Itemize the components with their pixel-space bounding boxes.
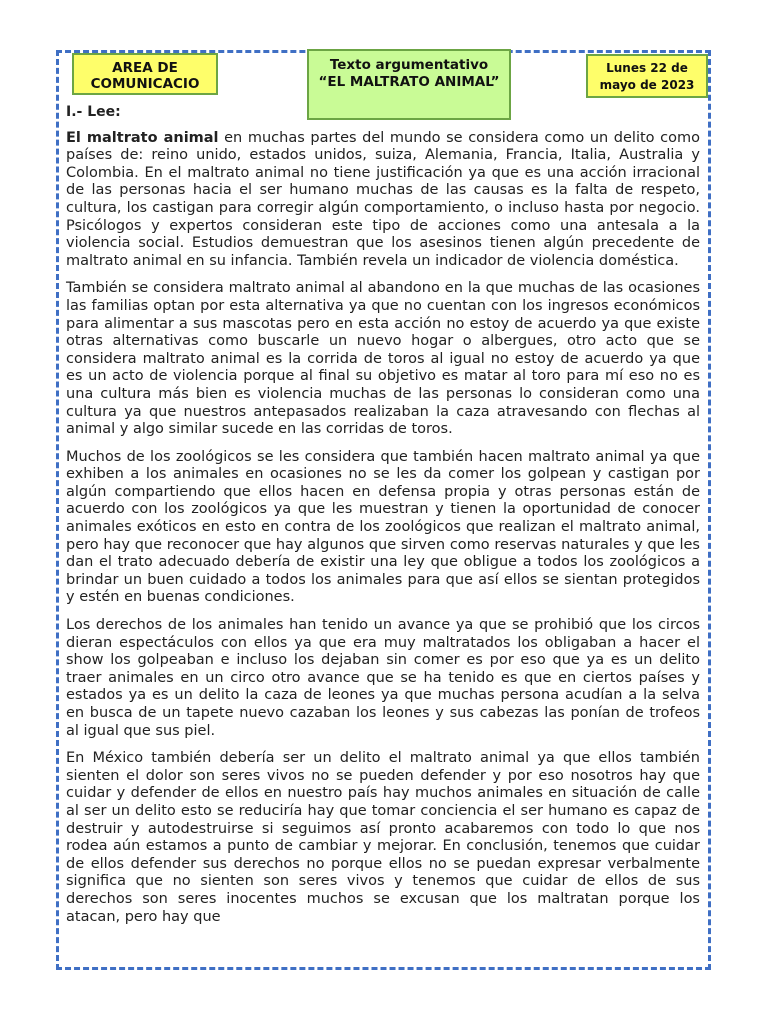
document-body: [66, 104, 700, 936]
paragraph-1-lead: El maltrato animal: [66, 129, 219, 146]
area-label: AREA DE COMUNICACIO: [90, 60, 200, 92]
document-title: Texto argumentativo “EL MALTRATO ANIMAL”: [318, 57, 500, 90]
section-label: I.- Lee:: [66, 104, 121, 120]
paragraph-3: Muchos de los zoológicos se les considera que también hacen maltrato animal ya que exhiben a los animales en ocasiones no se les da comer los golpean y castigan por algún compartiendo que ellos hacen en defensa propia y otras personas están de acuerdo con los zoológicos ya que les muestran y tienen la oportunidad de conocer animales exóticos en esto en contra de los zoológicos que realizan el maltrato animal, pero hay que reconocer que hay algunos que sirven como reservas naturales y que les dan el trato adecuado debería de existir una ley que obligue a todos los zoológicos a brindar un buen cuidado a todos los animales para que así ellos se sientan protegidos y estén en buenas condiciones.: [66, 448, 700, 606]
paragraph-2: También se considera maltrato animal al abandono en la que muchas de las ocasiones las familias optan por esta alternativa ya que no cuentan con los ingresos económicos para alimentar a sus mascotas pero en esta acción no estoy de acuerdo ya que existe otras alternativas como buscarle un nuevo hogar o albergues, otro acto que se considera maltrato animal es la corrida de toros al igual no estoy de acuerdo ya que es un acto de violencia porque al final su objetivo es matar al toro para mí eso no es una cultura más bien es violencia muchas de las personas lo consideran como una cultura ya que nuestros antepasados realizaban la caza atravesando con flechas al animal y algo similar sucede en las corridas de toros.: [66, 280, 700, 438]
paragraph-1-text: en muchas partes del mundo se considera como un delito como países de: reino unido, estados unidos, suiza, Alemania, Francia, Italia, Australia y Colombia. En el maltrato animal no tiene justificación ya que es una acción irracional de las personas hacia el ser humano muchas de las causas es la falta de respeto, cultura, los castigan para corregir algún comportamiento, o incluso hasta por negocio. Psicólogos y expertos consideran este tipo de acciones como una antesala a la violencia social. Estudios demuestran que los asesinos tienen algún precedente de maltrato animal en su infancia. También revela un indicador de violencia doméstica.: [66, 129, 700, 269]
document-date: Lunes 22 de mayo de 2023: [599, 61, 695, 92]
paragraph-1: [66, 130, 700, 271]
paragraph-5: En México también debería ser un delito el maltrato animal ya que ellos también sienten el dolor son seres vivos no se pueden defender y por eso nosotros hay que cuidar y defender de ellos en nuestro país hay muchos animales en situación de calle al ser un delito esto se reduciría hay que tomar conciencia el ser humano es capaz de destruir y autodestruirse si seguimos así pronto acabaremos con todo lo que nos rodea aún estamos a punto de cambiar y mejorar. En conclusión, tenemos que cuidar de ellos defender sus derechos no porque ellos no se puedan expresar verbalmente significa que no sienten son seres vivos y tenemos que cuidar de ellos de sus derechos son seres inocentes muchos se excusan que los maltratan porque los atacan, pero hay que: [66, 750, 700, 925]
paragraph-4: Los derechos de los animales han tenido un avance ya que se prohibió que los circos dieran espectáculos con ellos ya que era muy maltratados los obligaban a hacer el show los golpeaban e incluso los dejaban sin comer es por eso que ya es un delito traer animales en un circo otro avance que se ha tenido es que en ciertos países y estados ya es un delito la caza de leones ya que muchas persona acudían a la selva en busca de un tapete nuevo cazaban los leones y sus cabezas las ponían de trofeos al igual que sus piel.: [66, 617, 700, 739]
area-label-box: [72, 53, 218, 95]
date-box: [586, 54, 708, 98]
